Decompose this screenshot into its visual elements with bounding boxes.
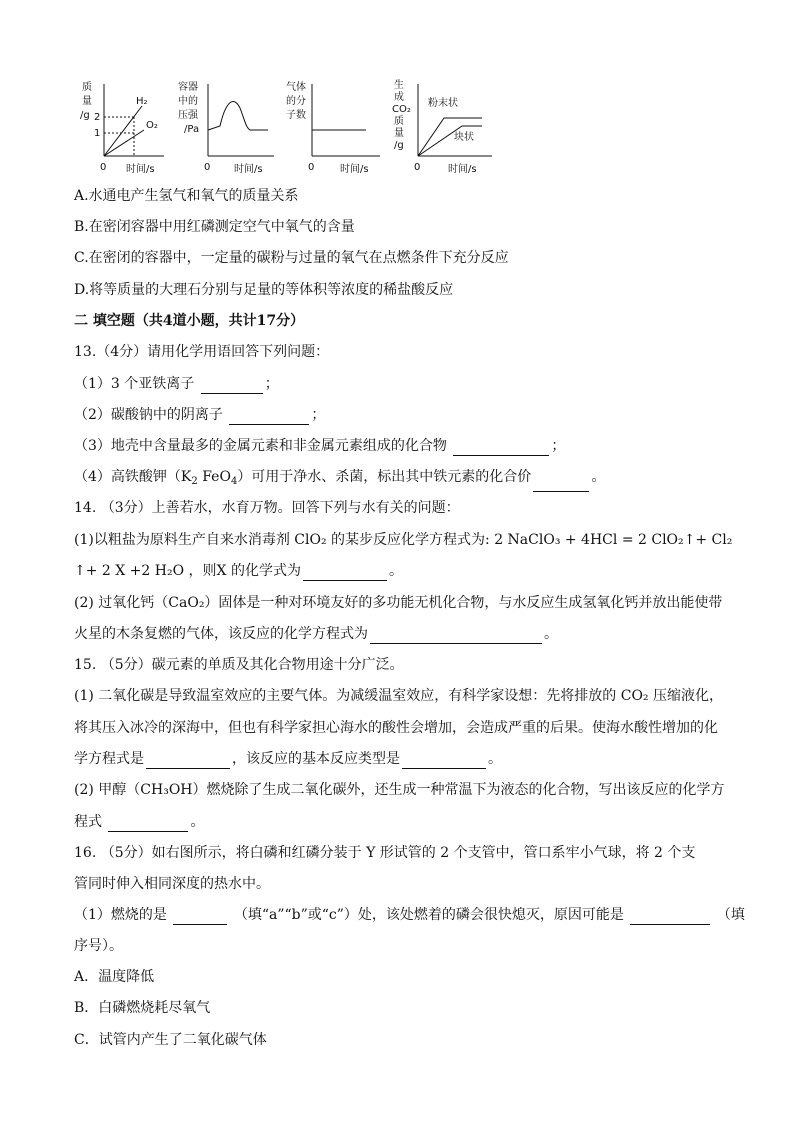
q14-line2 xyxy=(74,561,403,581)
q14-line4 xyxy=(74,624,558,644)
q13-part3-blank[interactable] xyxy=(453,441,549,456)
g3-ylabel-3: 子数 xyxy=(286,110,306,121)
q15-stem: 15. （5分）碳元素的单质及其化合物用途十分广泛。 xyxy=(74,657,404,673)
g1-ylabel-3: /g xyxy=(80,110,90,121)
g1-tick-1: 1 xyxy=(94,128,101,139)
g1-ylabel-2: 量 xyxy=(82,96,92,107)
q14-line1-a: (1)以粗盐为原料生产自来水消毒剂 xyxy=(74,532,290,548)
option-a: A.水通电产生氢气和氧气的质量关系 xyxy=(74,188,299,204)
q15-line5 xyxy=(74,812,204,832)
q16-line3-b: （填“a”“b”或“c”）处，该处燃着的磷会很快熄灭，原因可能是 xyxy=(233,907,624,923)
g4-xlabel: 时间/s xyxy=(448,164,477,175)
q15-equation-blank[interactable] xyxy=(146,754,230,769)
g4-ylabel-4: 质 xyxy=(394,116,404,127)
q16-option-a: A．温度降低 xyxy=(74,969,155,985)
q14-x-blank[interactable] xyxy=(303,566,387,581)
q13-part2 xyxy=(74,405,325,425)
g1-xlabel: 时间/s xyxy=(126,164,155,175)
q13-stem: 13.（4分）请用化学用语回答下列问题： xyxy=(74,344,330,360)
option-c: C.在密闭的容器中，一定量的碳粉与过量的氧气在点燃条件下充分反应 xyxy=(74,250,509,266)
g2-ylabel-1: 容器 xyxy=(178,82,198,93)
q13-formula-feo: FeO xyxy=(197,469,231,485)
g2-ylabel-4: /Pa xyxy=(184,124,200,135)
q15-line3 xyxy=(74,749,502,769)
q15-line5-b: 。 xyxy=(190,814,205,830)
q15-line1: (1) 二氧化碳是导致温室效应的主要气体。为减缓温室效应，有科学家设想：先将排放的 CO₂ 压缩液化， xyxy=(74,688,723,704)
q13-formula-sub4: 4 xyxy=(230,476,238,487)
q16-option-b: B．白磷燃烧耗尽氧气 xyxy=(74,1000,211,1016)
q14-line1-c: 的某步反应化学方程式为: 2 NaClO₃ + 4HCl = 2 ClO₂↑+ Cl₂ xyxy=(331,532,733,548)
q15-line3-a: 学方程式是 xyxy=(74,751,144,767)
q13-part1-semi: ； xyxy=(264,376,279,392)
q13-part1 xyxy=(74,374,279,394)
graph-pressure xyxy=(178,78,278,178)
g2-origin: 0 xyxy=(204,162,211,173)
graph-gas-molecules xyxy=(286,78,386,178)
q13-part3-text: （3）地壳中含量最多的金属元素和非金属元素组成的化合物 xyxy=(74,438,447,454)
q14-line1 xyxy=(74,530,732,550)
q14-line2-b: 。 xyxy=(388,563,403,579)
q13-part2-blank[interactable] xyxy=(229,410,309,425)
g3-ylabel-2: 的分 xyxy=(286,96,306,107)
q15-line5-a: 程式 xyxy=(74,814,102,830)
g2-xlabel: 时间/s xyxy=(234,164,263,175)
q13-part4-blank[interactable] xyxy=(533,477,589,492)
q15-methanol-blank[interactable] xyxy=(108,817,188,832)
graph-row xyxy=(78,78,498,178)
q14-equation-blank[interactable] xyxy=(370,629,542,644)
g4-ylabel-6: /g xyxy=(394,140,404,151)
q15-line2: 将其压入冰冷的深海中，但也有科学家担心海水的酸性会增加，会造成严重的后果。使海水酸性增加的化 xyxy=(74,720,718,736)
g1-series-o2: O₂ xyxy=(146,120,158,131)
q13-formula-k: K xyxy=(180,469,192,485)
q14-line3: (2) 过氧化钙（CaO₂）固体是一种对环境友好的多功能无机化合物，与水反应生成氢氧化钙并放出能使带 xyxy=(74,595,723,611)
q15-type-blank[interactable] xyxy=(402,754,486,769)
q13-part3 xyxy=(74,436,565,456)
q13-part3-semi: ； xyxy=(551,438,566,454)
q14-line2-a: ↑+ 2 X +2 H₂O ，则X 的化学式为 xyxy=(74,563,301,579)
g4-origin: 0 xyxy=(414,162,421,173)
g4-ylabel-3: CO₂ xyxy=(392,104,411,115)
g4-ylabel-2: 成 xyxy=(394,92,404,103)
q16-line2: 管同时伸入相同深度的热水中。 xyxy=(74,876,270,892)
g4-series-lump: 块状 xyxy=(454,132,474,143)
q15-line3-c: 。 xyxy=(488,751,502,767)
g1-series-h2: H₂ xyxy=(136,96,148,107)
g4-ylabel-1: 生 xyxy=(394,80,404,91)
q14-line4-a: 火星的木条复燃的气体，该反应的化学方程式为 xyxy=(74,626,368,642)
q13-part4 xyxy=(74,467,605,492)
option-d: D.将等质量的大理石分别与足量的等体积等浓度的稀盐酸反应 xyxy=(74,282,454,298)
q16-option-c: C．试管内产生了二氧化碳气体 xyxy=(74,1032,267,1048)
q13-part4-text-a: （4）高铁酸钾（ xyxy=(74,469,181,485)
q13-part4-end: 。 xyxy=(591,469,606,485)
q13-part4-text-b: ）可用于净水、杀菌，标出其中铁元素的化合价 xyxy=(237,469,532,485)
q16-line3 xyxy=(74,905,745,925)
q16-location-blank[interactable] xyxy=(173,910,227,925)
g1-tick-2: 2 xyxy=(94,112,101,123)
q13-part2-text: （2）碳酸钠中的阴离子 xyxy=(74,407,223,423)
graph-co2-mass xyxy=(392,78,498,178)
g4-ylabel-5: 量 xyxy=(394,128,404,139)
q15-line4: (2) 甲醇（CH₃OH）燃烧除了生成二氧化碳外，还生成一种常温下为液态的化合物，写出该反应的化学方 xyxy=(74,782,725,798)
q16-line3-c: （填 xyxy=(716,907,745,923)
g3-origin: 0 xyxy=(308,162,315,173)
q16-line4: 序号）。 xyxy=(74,938,123,954)
q13-part1-blank[interactable] xyxy=(201,379,263,394)
q16-reason-blank[interactable] xyxy=(630,910,710,925)
q16-line3-a: （1）燃烧的是 xyxy=(74,907,167,923)
q13-part1-text: （1）3 个亚铁离子 xyxy=(74,376,195,392)
q14-stem: 14. （3分）上善若水，水育万物。回答下列与水有关的问题： xyxy=(74,500,460,516)
g4-series-powder: 粉末状 xyxy=(428,98,458,109)
q14-line4-b: 。 xyxy=(544,626,558,642)
g3-ylabel-1: 气体 xyxy=(286,82,306,93)
g2-ylabel-2: 中的 xyxy=(178,96,198,107)
section-title: 二 填空题（共4道小题，共计17分） xyxy=(74,313,305,329)
g2-ylabel-3: 压强 xyxy=(178,110,198,121)
q13-formula-sub2: 2 xyxy=(191,476,198,487)
q16-line1: 16. （5分）如右图所示，将白磷和红磷分装于 Y 形试管的 2 个支管中，管口系牢小气球，将 2 个支 xyxy=(74,845,696,861)
graph-water-electrolysis xyxy=(78,78,168,178)
g1-ylabel-1: 质 xyxy=(82,82,92,93)
g1-origin: 0 xyxy=(100,162,107,173)
g3-xlabel: 时间/s xyxy=(340,164,369,175)
q13-part2-semi: ； xyxy=(311,407,326,423)
q14-line1-b: ClO₂ xyxy=(294,532,327,548)
q15-line3-b: ，该反应的基本反应类型是 xyxy=(232,751,400,767)
option-b: B.在密闭容器中用红磷测定空气中氧气的含量 xyxy=(74,219,355,235)
